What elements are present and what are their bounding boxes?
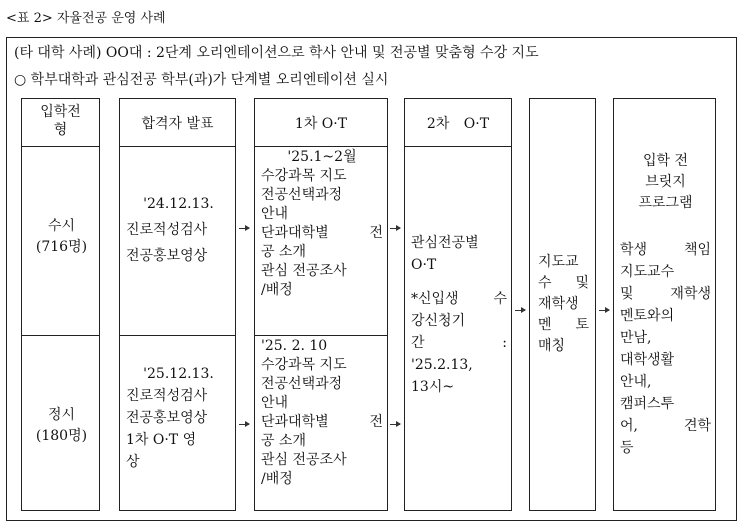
announce-header: 합격자 발표: [141, 116, 214, 132]
ot1-early-item: 공 소개: [261, 244, 307, 260]
header-divider: [405, 146, 511, 147]
ot1-early-item: 전공선택과정: [261, 187, 343, 203]
row-divider: [120, 335, 235, 336]
ot2-note: 간 :: [411, 335, 507, 351]
ot1-early: [261, 148, 383, 300]
ot1-regular-item: 수강과목 지도: [261, 357, 347, 373]
header-divider: [120, 146, 235, 147]
bridge-title-line: 프로그램: [638, 195, 693, 211]
ot1-regular-item: 전공선택과정: [261, 376, 343, 392]
arrow-right-icon: [390, 424, 400, 425]
arrow-right-icon: [239, 228, 249, 229]
admission-header-line: 형: [53, 122, 68, 138]
ot1-regular: [261, 337, 383, 489]
announce-regular-item: 1차 O·T 영: [126, 432, 197, 448]
announce-regular-item: 진로적성검사: [126, 388, 208, 404]
ot1-early-item: 단과대학별 전: [261, 225, 383, 241]
announce-regular-item: 전공홍보영상: [126, 410, 208, 426]
ot2-column: [404, 98, 512, 511]
bridge-item: 만남,: [620, 330, 652, 346]
bridge-item: 안내,: [620, 374, 652, 390]
bridge-item: 학생 책임: [620, 242, 711, 258]
admission-regular-count: (180명): [35, 428, 88, 444]
bridge-title-line: 브릿지: [645, 174, 686, 190]
ot2-note: '25.2.13,: [411, 357, 473, 373]
announce-regular-item: 상: [126, 454, 140, 470]
arrow-right-icon: [239, 424, 249, 425]
ot1-regular-item: 단과대학별 전: [261, 414, 383, 430]
bridge-item: 대학생활: [620, 352, 675, 368]
matching-item: 멘 토: [538, 317, 589, 333]
announce-early-date: '24.12.13.: [143, 196, 214, 212]
bridge-item: 어, 견학: [620, 418, 711, 434]
bridge-body: [620, 239, 711, 459]
box-subheading: ○ 학부대학과 관심전공 학부(과)가 단계별 오리엔테이션 실시: [14, 72, 389, 88]
announce-early: [126, 191, 231, 269]
matching-item: 지도교: [538, 254, 579, 270]
table-caption: <표 2> 자율전공 운영 사례: [6, 11, 166, 26]
ot1-regular-date: '25. 2. 10: [261, 338, 328, 354]
bridge-item: 멘토와의: [620, 308, 675, 324]
bridge-item: 캠퍼스투: [620, 396, 675, 412]
matching-content: [538, 252, 589, 357]
bridge-item: 등: [620, 440, 634, 456]
announce-regular-date: '25.12.13.: [143, 366, 214, 382]
ot1-regular-item: 공 소개: [261, 433, 307, 449]
matching-item: 수 및: [538, 275, 589, 291]
bridge-item: 및 재학생: [620, 286, 711, 302]
ot1-early-date: '25.1~2월: [287, 149, 357, 165]
announce-early-item: 전공홍보영상: [126, 248, 208, 264]
admission-early-count: (716명): [35, 239, 88, 255]
row-divider: [22, 335, 99, 336]
matching-item: 재학생: [538, 296, 579, 312]
matching-item: 매칭: [538, 338, 566, 354]
ot2-item: 관심전공별: [411, 235, 479, 251]
matching-column: [529, 98, 596, 511]
ot1-early-item: 관심 전공조사: [261, 263, 347, 279]
admission-column: [21, 98, 100, 511]
announce-early-item: 진로적성검사: [126, 222, 208, 238]
ot2-item: O·T: [411, 257, 437, 273]
bridge-item: 지도교수: [620, 264, 675, 280]
ot1-regular-item: 안내: [261, 395, 289, 411]
admission-header-line: 입학전: [40, 104, 81, 120]
ot1-early-item: 안내: [261, 206, 289, 222]
box-heading: (타 대학 사례) OO대 : 2단계 오리엔테이션으로 학사 안내 및 전공별 맞춤형 수강 지도: [14, 45, 539, 61]
header-divider: [22, 146, 99, 147]
ot1-regular-item: 관심 전공조사: [261, 452, 347, 468]
admission-header: [22, 103, 99, 139]
arrow-right-icon: [515, 310, 525, 311]
arrow-right-icon: [390, 228, 400, 229]
admission-early-label: 수시: [47, 218, 76, 234]
ot2-header: 2차 O·T: [426, 116, 490, 132]
bridge-title: [620, 151, 711, 214]
admission-regular: [28, 405, 95, 447]
admission-regular-label: 정시: [47, 407, 76, 423]
admission-early: [28, 216, 95, 258]
ot2-content: [411, 232, 507, 398]
ot1-header: 1차 O·T: [294, 116, 348, 132]
ot2-note: 강신청기: [411, 313, 466, 329]
ot2-note: 13시~: [411, 379, 455, 395]
announce-regular: [126, 363, 231, 473]
ot1-early-item: 수강과목 지도: [261, 168, 347, 184]
announce-column: [119, 98, 236, 511]
row-divider: [255, 335, 387, 336]
ot1-early-item: /배정: [261, 282, 293, 298]
ot1-regular-item: /배정: [261, 471, 293, 487]
ot1-column: [254, 98, 388, 511]
bridge-column: [613, 98, 716, 511]
arrow-right-icon: [599, 310, 609, 311]
bridge-title-line: 입학 전: [642, 153, 689, 169]
header-divider: [255, 146, 387, 147]
ot2-note: *신입생 수: [411, 291, 507, 307]
